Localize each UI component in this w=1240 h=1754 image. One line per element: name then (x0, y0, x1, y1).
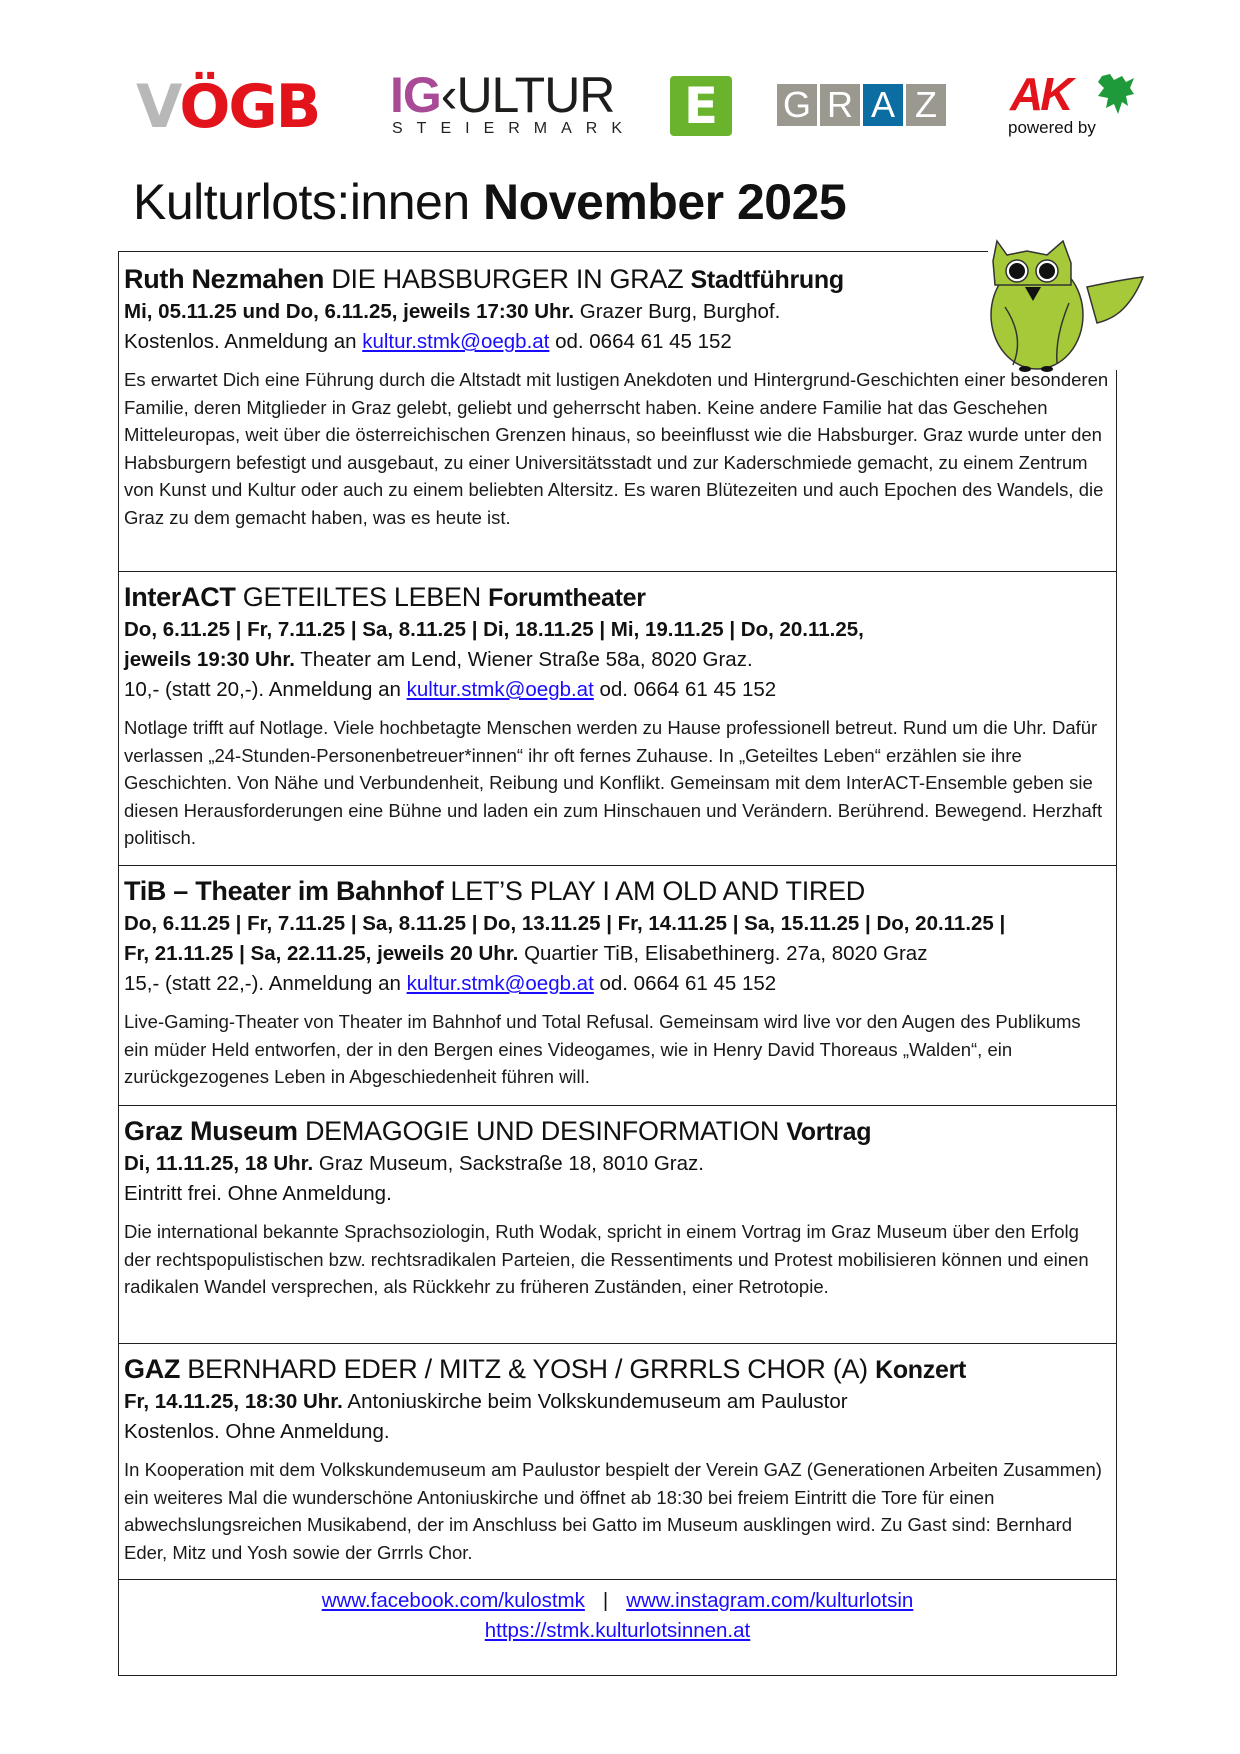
event-title: TiB – Theater im Bahnhof LET’S PLAY I AM OLD AND TIRED (124, 876, 866, 906)
event-date-location: Di, 11.11.25, 18 Uhr. Graz Museum, Sackstraße 18, 8010 Graz. (124, 1152, 704, 1175)
event-admission: Eintritt frei. Ohne Anmeldung. (124, 1182, 392, 1205)
event-demagogie (118, 1106, 1117, 1344)
page-title: Kulturlots:innen November 2025 (133, 174, 847, 230)
website-link[interactable]: https://stmk.kulturlotsinnen.at (484, 1619, 751, 1642)
event-registration: 15,- (statt 22,-). Anmeldung an kultur.stmk@oegb.at od. 0664 61 45 152 (124, 972, 777, 995)
event-registration: 10,- (statt 20,-). Anmeldung an kultur.stmk@oegb.at od. 0664 61 45 152 (124, 678, 777, 701)
event-title: InterACT GETEILTES LEBEN Forumtheater (124, 582, 646, 612)
event-dates: Do, 6.11.25 | Fr, 7.11.25 | Sa, 8.11.25 | Do, 13.11.25 | Fr, 14.11.25 | Sa, 15.11.25 | Do, 20.11.25 | (124, 912, 1006, 935)
event-gaz-konzert (118, 1344, 1117, 1580)
event-description: Es erwartet Dich eine Führung durch die Altstadt mit lustigen Anekdoten und Hintergrund-Geschichten einer besonderen Familie, deren Mitglieder in Graz gelebt, geliebt und geherrscht haben. Keine andere Familie hat das Geschehen Mitteleuropas, weit über die österreichischen Grenzen hinaus, so beeinflusst wie die Habsburger. Graz wurde unter den Habsburgern befestigt und ausgebaut, zu einer Universitätsstadt und zur Kaderschmiede gemacht, zu einem Zentrum von Kunst und Kultur oder auch zu einem beliebten Altersitz. Es waren Blütezeiten und auch Epochen des Wandels, die Graz zu dem gemacht haben, was es heute ist. (124, 369, 1109, 528)
event-date-location: Fr, 14.11.25, 18:30 Uhr. Antoniuskirche beim Volkskundemuseum am Paulustor (124, 1390, 848, 1413)
instagram-link[interactable]: www.instagram.com/kulturlotsin (626, 1589, 914, 1612)
event-description: In Kooperation mit dem Volkskundemuseum am Paulustor bespielt der Verein GAZ (Generationen Arbeiten Zusammen) ein weiteres Mal die wunderschöne Antoniuskirche und öffnet ab 18:30 bei freiem Eintritt die Tore für einen abwechslungsreichen Musikabend, der im Anschluss bei Gatto im Museum ausklingen wird. Zu Gast sind: Bernhard Eder, Mitz und Yosh sowie der Grrrls Chor. (124, 1459, 1102, 1563)
igkultur-logo: IG‹ULTUR STEIERMARK (390, 67, 637, 137)
event-admission: Kostenlos. Ohne Anmeldung. (124, 1420, 390, 1443)
event-registration: Kostenlos. Anmeldung an kultur.stmk@oegb.at od. 0664 61 45 152 (124, 330, 732, 353)
email-link[interactable]: kultur.stmk@oegb.at (406, 972, 594, 995)
event-title: Graz Museum DEMAGOGIE UND DESINFORMATION Vortrag (124, 1116, 872, 1146)
event-description: Die international bekannte Sprachsoziologin, Ruth Wodak, spricht in einem Vortrag im Graz Museum über den Erfolg der rechtspopulistischen bzw. rechtsradikalen Parteien, die Ressentiments und Protest mobilisieren können und einen radikalen Wandel versprechen, als Rückkehr zu früheren Zuständen, einer Retrotopie. (124, 1221, 1089, 1297)
event-habsburger (118, 256, 1117, 572)
oegb-logo: VÖGB (136, 72, 320, 142)
link-separator: | (602, 1589, 609, 1612)
email-link[interactable]: kultur.stmk@oegb.at (362, 330, 550, 353)
email-link[interactable]: kultur.stmk@oegb.at (406, 678, 594, 701)
event-description: Live-Gaming-Theater von Theater im Bahnhof und Total Refusal. Gemeinsam wird live vor den Augen des Publikums ein müder Held entworfen, der in den Bergen eines Videogames, wie in Henry David Thoreaus „Walden“, ein zurückgezogenes Leben in Abgeschiedenheit führen will. (124, 1011, 1081, 1087)
ak-logo: AK powered by (1008, 70, 1138, 140)
frame-top-border (118, 251, 988, 252)
event-time-location: jeweils 19:30 Uhr. Theater am Lend, Wiener Straße 58a, 8020 Graz. (124, 648, 753, 671)
footer-links (118, 1586, 1117, 1646)
facebook-link[interactable]: www.facebook.com/kulostmk (321, 1589, 585, 1612)
event-date-location: Mi, 05.11.25 und Do, 6.11.25, jeweils 17:30 Uhr. Grazer Burg, Burghof. (124, 300, 781, 323)
e-logo: E (670, 76, 732, 136)
event-dates: Do, 6.11.25 | Fr, 7.11.25 | Sa, 8.11.25 | Di, 18.11.25 | Mi, 19.11.25 | Do, 20.11.25, (124, 618, 864, 641)
event-time-location: Fr, 21.11.25 | Sa, 22.11.25, jeweils 20 Uhr. Quartier TiB, Elisabethinerg. 27a, 8020 Graz (124, 942, 928, 965)
event-geteiltes-leben (118, 572, 1117, 866)
event-title: GAZ BERNHARD EDER / MITZ & YOSH / GRRRLS CHOR (A) Konzert (124, 1354, 967, 1384)
event-title: Ruth Nezmahen DIE HABSBURGER IN GRAZ Stadtführung (124, 264, 844, 294)
styrian-panther-icon (1096, 72, 1136, 116)
event-lets-play (118, 866, 1117, 1106)
graz-logo: G R A Z (777, 84, 946, 126)
logo-bar (0, 66, 1240, 156)
event-description: Notlage trifft auf Notlage. Viele hochbetagte Menschen werden zu Hause professionell betreut. Rund um die Uhr. Dafür verlassen „24-Stunden-Personenbetreuer*innen“ ihr oft fernes Zuhause. In „Geteiltes Leben“ erzählen sie ihre Geschichten. Von Nähe und Verbundenheit, Reibung und Konflikt. Gemeinsam mit dem InterACT-Ensemble geben sie diesen Herausforderungen eine Bühne und laden ein zum Hinschauen und Verändern. Berührend. Bewegend. Herzhaft politisch. (124, 717, 1103, 848)
